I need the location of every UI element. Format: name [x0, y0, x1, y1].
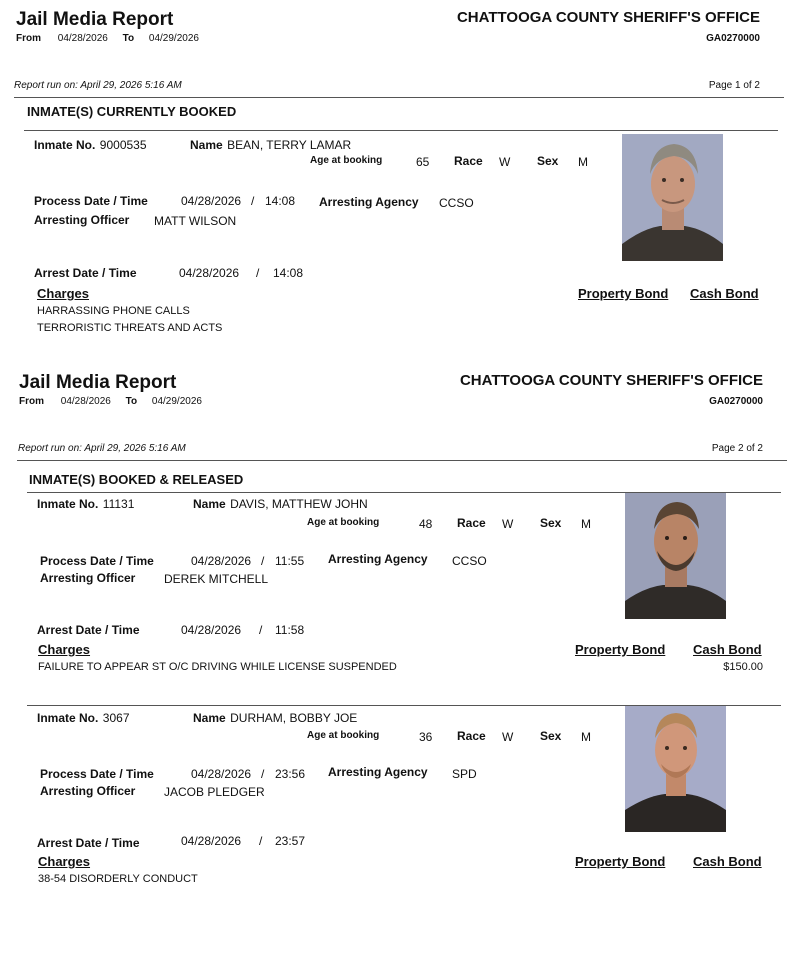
sex-value: M: [581, 517, 591, 531]
charges-label: Charges: [37, 286, 90, 301]
charges-label: Charges: [38, 642, 91, 657]
charges-label: Charges: [38, 854, 91, 869]
inmate-no-value: 3067: [102, 711, 130, 725]
property-bond-label: Property Bond: [575, 854, 666, 869]
age-label: Age at booking: [307, 730, 380, 741]
arrest-time: 23:57: [275, 834, 306, 848]
page-number: Page 2 of 2: [711, 443, 763, 454]
name-value: DAVIS, MATTHEW JOHN: [230, 497, 368, 511]
race-value: W: [502, 730, 514, 744]
arresting-agency-value: SPD: [452, 767, 477, 781]
arrest-label: Arrest Date / Time: [37, 623, 140, 637]
age-value: 65: [416, 155, 430, 169]
from-date: 04/28/2026: [60, 396, 111, 407]
name-label: Name: [193, 711, 226, 725]
process-date: 04/28/2026: [191, 554, 252, 568]
arresting-officer-label: Arresting Officer: [40, 571, 136, 585]
inmate-no-value: 11131: [102, 497, 135, 511]
name-value: BEAN, TERRY LAMAR: [227, 138, 352, 152]
arrest-label: Arrest Date / Time: [37, 836, 140, 850]
inmate-no-label: Inmate No.: [37, 711, 99, 725]
date-range: [16, 33, 199, 44]
arresting-officer-value: JACOB PLEDGER: [164, 785, 265, 799]
to-label: To: [122, 33, 135, 44]
from-date: 04/28/2026: [57, 33, 108, 44]
from-label: From: [16, 33, 41, 44]
slash: /: [251, 194, 255, 208]
age-label: Age at booking: [307, 517, 380, 528]
cash-bond-label: Cash Bond: [693, 642, 762, 657]
arresting-agency-label: Arresting Agency: [319, 195, 419, 209]
process-time: 14:08: [265, 194, 296, 208]
race-label: Race: [457, 729, 486, 743]
arresting-agency-value: CCSO: [439, 196, 474, 210]
arrest-date: 04/28/2026: [179, 266, 240, 280]
section-title: INMATE(S) BOOKED & RELEASED: [29, 472, 244, 487]
inmate-no-label: Inmate No.: [34, 138, 96, 152]
slash: /: [259, 623, 263, 637]
from-label: From: [19, 396, 44, 407]
arrest-label: Arrest Date / Time: [34, 266, 137, 280]
report-run-date: Report run on: April 29, 2026 5:16 AM: [14, 80, 182, 91]
report-run-date: Report run on: April 29, 2026 5:16 AM: [18, 443, 186, 454]
process-label: Process Date / Time: [34, 194, 148, 208]
race-label: Race: [457, 516, 486, 530]
slash: /: [261, 554, 265, 568]
inmate-number: [34, 136, 147, 154]
cash-bond-value: $150.00: [723, 661, 763, 673]
process-time: 23:56: [275, 767, 306, 781]
ori-code: GA0270000: [706, 33, 760, 44]
arresting-agency-label: Arresting Agency: [328, 552, 428, 566]
arrest-date: 04/28/2026: [181, 834, 242, 848]
process-time: 11:55: [275, 554, 305, 568]
property-bond-label: Property Bond: [578, 286, 669, 301]
section-title: INMATE(S) CURRENTLY BOOKED: [27, 104, 237, 119]
sex-value: M: [578, 155, 588, 169]
name-label: Name: [193, 497, 226, 511]
sex-value: M: [581, 730, 591, 744]
arrest-time: 11:58: [275, 623, 305, 637]
inmate-number: [37, 709, 130, 727]
process-date: 04/28/2026: [191, 767, 252, 781]
race-value: W: [502, 517, 514, 531]
charge-item: FAILURE TO APPEAR ST O/C DRIVING WHILE LICENSE SUSPENDED: [38, 661, 397, 673]
inmate-number: [37, 495, 134, 513]
age-value: 36: [419, 730, 433, 744]
to-label: To: [125, 396, 138, 407]
charge-item: TERRORISTIC THREATS AND ACTS: [37, 322, 223, 334]
date-range: [19, 396, 202, 407]
process-label: Process Date / Time: [40, 767, 154, 781]
arresting-officer-label: Arresting Officer: [40, 784, 136, 798]
cash-bond-label: Cash Bond: [693, 854, 762, 869]
inmate-no-label: Inmate No.: [37, 497, 99, 511]
slash: /: [261, 767, 265, 781]
ori-code: GA0270000: [709, 396, 763, 407]
divider: [14, 97, 784, 98]
inmate-name: [190, 136, 351, 154]
arresting-officer-label: Arresting Officer: [34, 213, 130, 227]
cash-bond-label: Cash Bond: [690, 286, 759, 301]
charge-item: 38-54 DISORDERLY CONDUCT: [38, 873, 198, 885]
arresting-agency-value: CCSO: [452, 554, 487, 568]
arresting-officer-value: MATT WILSON: [154, 214, 237, 228]
inmate-photo: [625, 706, 726, 832]
inmate-photo: [625, 493, 726, 619]
race-value: W: [499, 155, 511, 169]
arresting-agency-label: Arresting Agency: [328, 765, 428, 779]
agency-name: CHATTOOGA COUNTY SHERIFF'S OFFICE: [456, 9, 760, 26]
age-value: 48: [419, 517, 433, 531]
arresting-officer-value: DEREK MITCHELL: [164, 572, 269, 586]
divider: [17, 460, 787, 461]
report-title: Jail Media Report: [19, 372, 177, 393]
arrest-date: 04/28/2026: [181, 623, 242, 637]
arrest-time: 14:08: [273, 266, 304, 280]
slash: /: [256, 266, 260, 280]
inmate-name: [193, 709, 357, 727]
slash: /: [259, 834, 263, 848]
sex-label: Sex: [537, 154, 559, 168]
process-label: Process Date / Time: [40, 554, 154, 568]
inmate-photo: [622, 134, 723, 261]
report-title: Jail Media Report: [16, 9, 174, 30]
agency-name: CHATTOOGA COUNTY SHERIFF'S OFFICE: [459, 372, 763, 389]
sex-label: Sex: [540, 516, 562, 530]
to-date: 04/29/2026: [148, 33, 199, 44]
process-date: 04/28/2026: [181, 194, 242, 208]
inmate-no-value: 9000535: [99, 138, 147, 152]
to-date: 04/29/2026: [151, 396, 202, 407]
page-number: Page 1 of 2: [708, 80, 760, 91]
property-bond-label: Property Bond: [575, 642, 666, 657]
name-value: DURHAM, BOBBY JOE: [230, 711, 358, 725]
name-label: Name: [190, 138, 223, 152]
charge-item: HARRASSING PHONE CALLS: [37, 305, 190, 317]
inmate-name: [193, 495, 368, 513]
race-label: Race: [454, 154, 483, 168]
age-label: Age at booking: [310, 155, 383, 166]
sex-label: Sex: [540, 729, 562, 743]
divider: [24, 130, 778, 131]
